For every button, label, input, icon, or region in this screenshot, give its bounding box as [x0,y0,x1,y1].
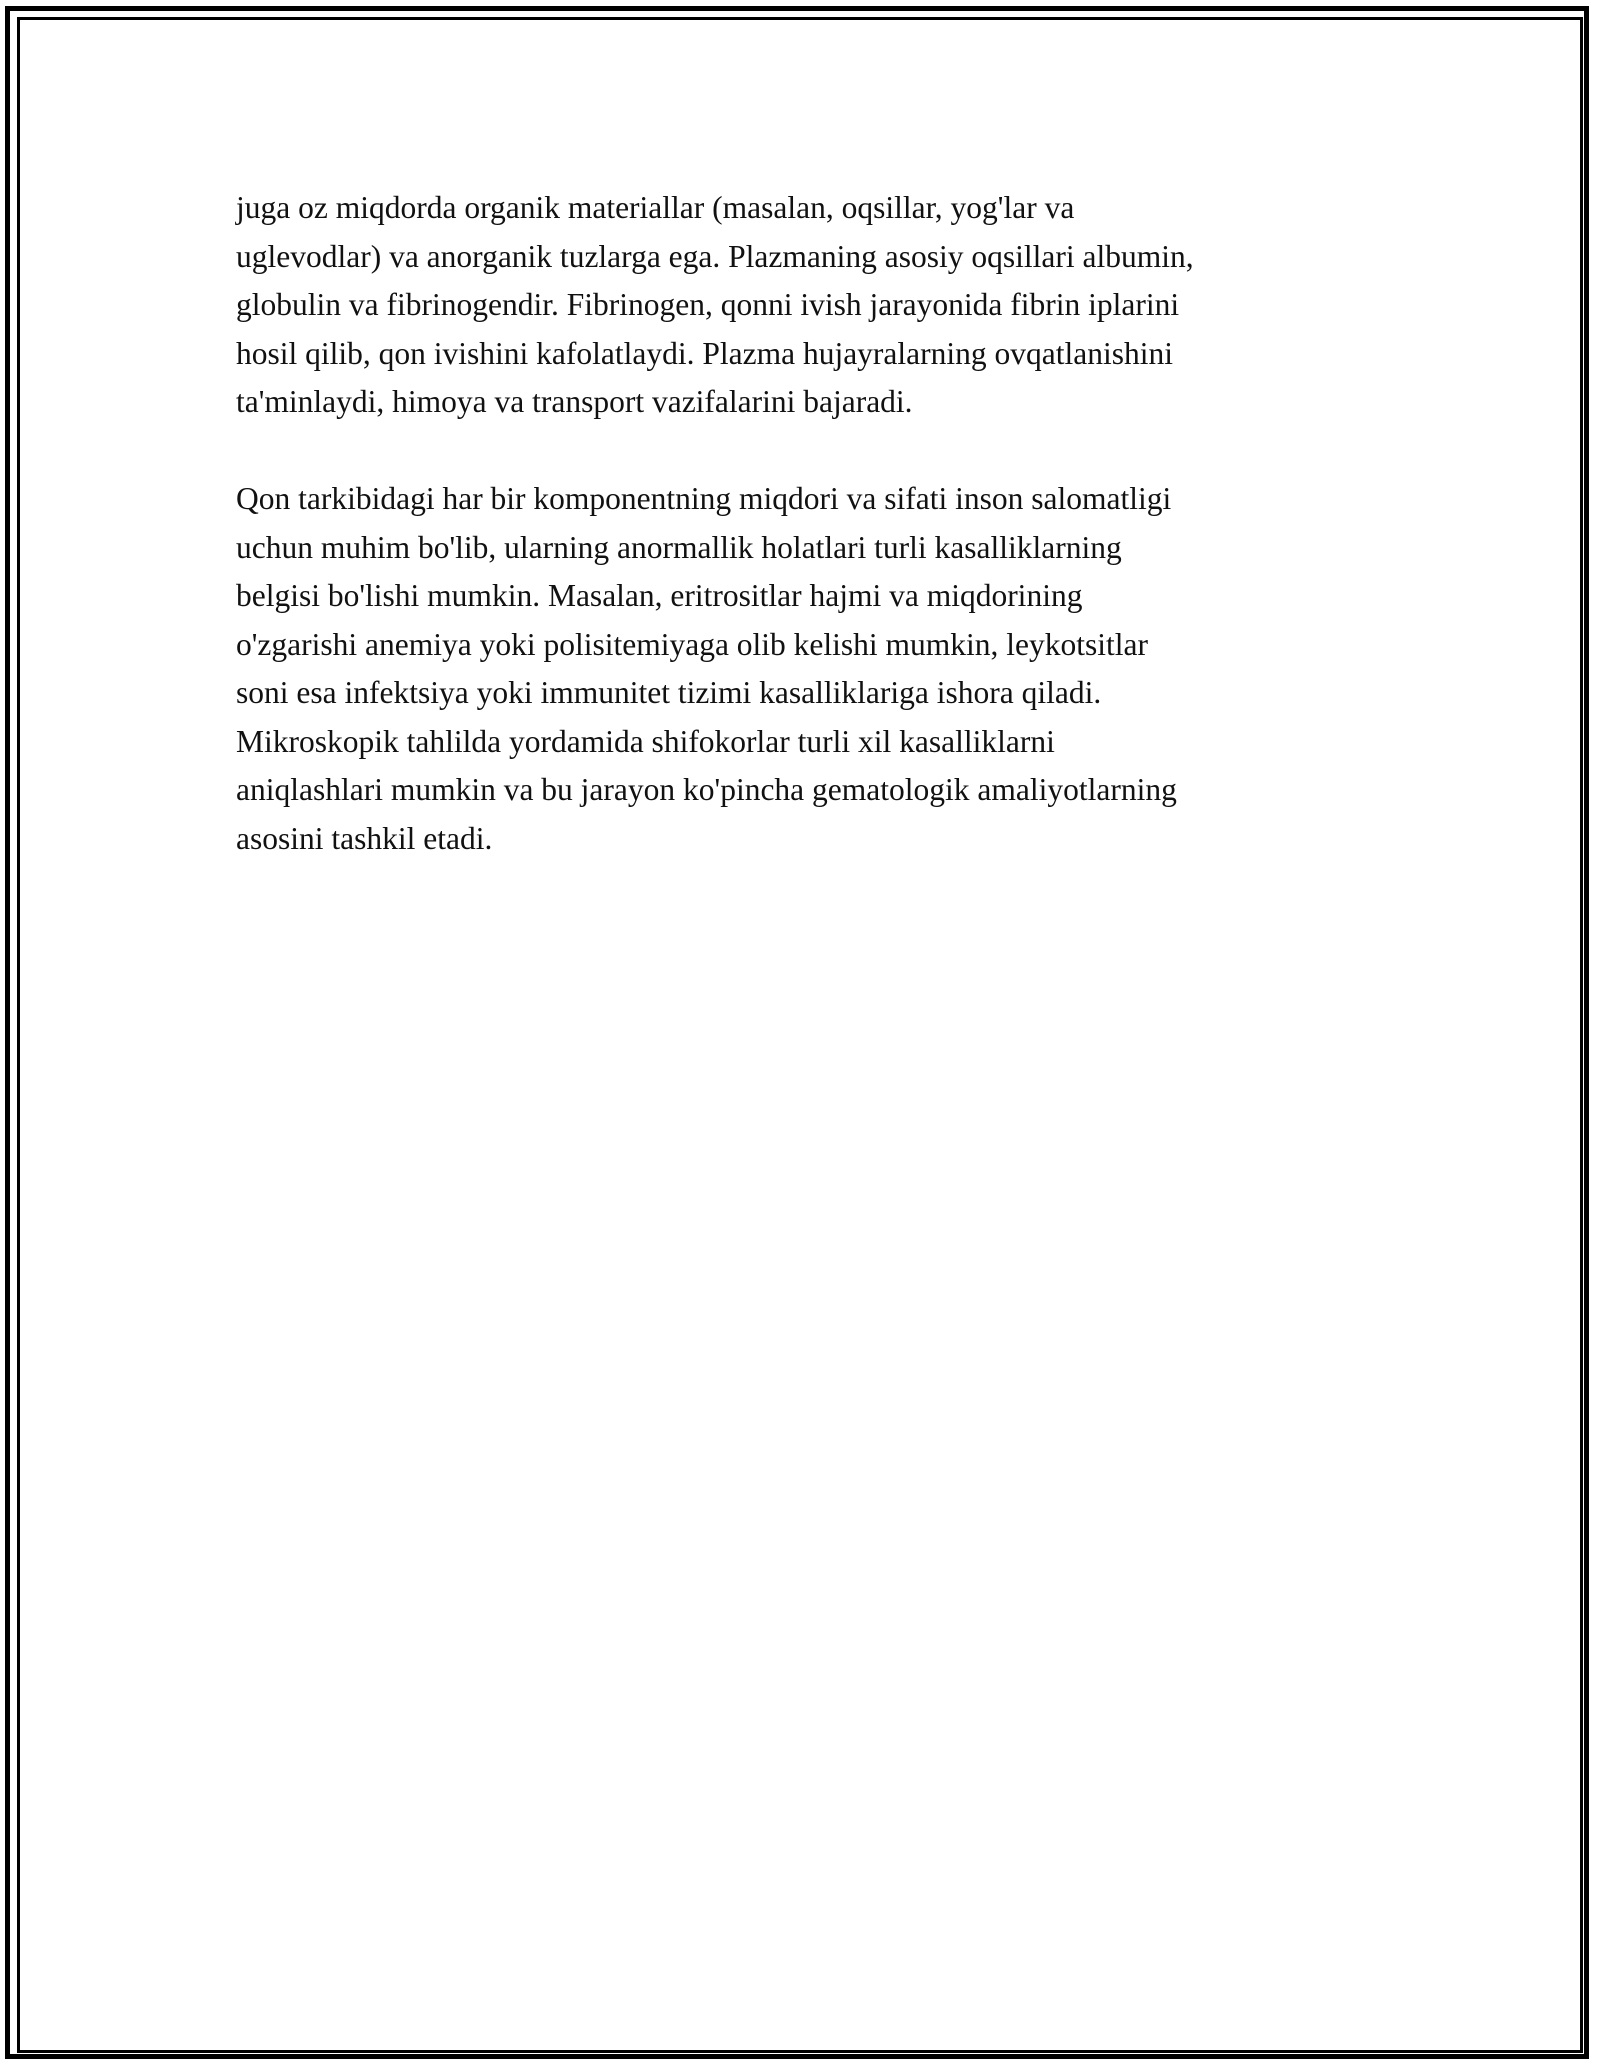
paragraph-spacer [236,427,1376,476]
text-line: asosini tashkil etadi. [236,820,493,856]
text-line: uchun muhim bo'lib, ularning anormallik holatlari turli kasalliklarning [236,529,1122,565]
text-line: globulin va fibrinogendir. Fibrinogen, qonni ivish jarayonida fibrin iplarini [236,287,1180,322]
text-line: ta'minlaydi, himoya va transport vazifalarini bajaradi. [236,384,913,419]
text-line: Qon tarkibidagi har bir komponentning miqdori va sifati inson salomatligi [236,481,1172,516]
text-line: soni esa infektsiya yoki immunitet tizimi kasalliklariga ishora qiladi. [236,675,1102,710]
text-line: o'zgarishi anemiya yoki polisitemiyaga olib kelishi mumkin, leykotsitlar [236,626,1149,662]
text-line: hosil qilib, qon ivishini kafolatlaydi. Plazma hujayralarning ovqatlanishini [236,335,1173,371]
paragraph-blood-components [236,475,1376,863]
text-line: belgisi bo'lishi mumkin. Masalan, eritrositlar hajmi va miqdorining [236,578,1083,613]
text-line: uglevodlar) va anorganik tuzlarga ega. Plazmaning asosiy oqsillari albumin, [236,238,1194,274]
text-line: Mikroskopik tahlilda yordamida shifokorlar turli xil kasalliklarni [236,723,1055,759]
paragraph-plasma [236,184,1376,427]
text-line: aniqlashlari mumkin va bu jarayon ko'pincha gematologik amaliyotlarning [236,772,1177,807]
text-line: juga oz miqdorda organik materiallar (masalan, oqsillar, yog'lar va [236,190,1075,225]
document-body [236,184,1376,863]
